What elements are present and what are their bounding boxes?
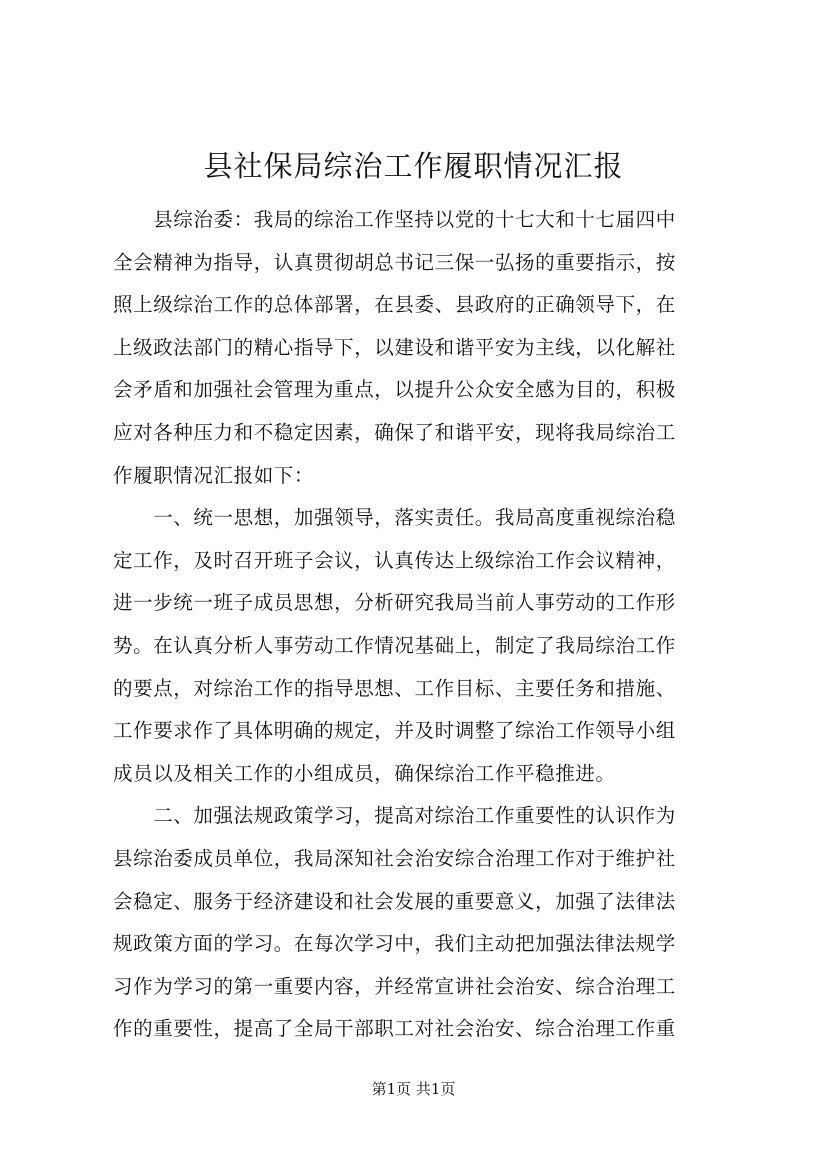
body-line: 工作要求作了具体明确的规定，并及时调整了综治工作领导小组 <box>113 719 676 743</box>
body-line: 县综治委：我局的综治工作坚持以党的十七大和十七届四中 <box>113 208 676 231</box>
body-line: 一、统一思想，加强领导，落实责任。我局高度重视综治稳 <box>113 506 676 530</box>
body-line: 照上级综治工作的总体部署，在县委、县政府的正确领导下，在 <box>113 293 676 317</box>
body-line: 成员以及相关工作的小组成员，确保综治工作平稳推进。 <box>113 761 616 785</box>
body-line: 的要点，对综治工作的指导思想、工作目标、主要任务和措施、 <box>113 676 676 700</box>
body-line: 上级政法部门的精心指导下，以建设和谐平安为主线，以化解社 <box>113 335 676 359</box>
document-title: 县社保局综治工作履职情况汇报 <box>203 149 624 183</box>
body-line: 作履职情况汇报如下： <box>113 463 315 487</box>
document-body <box>113 199 745 1051</box>
page-number-footer: 第1页 共1页 <box>371 1080 456 1098</box>
body-line: 会稳定、服务于经济建设和社会发展的重要意义，加强了法律法 <box>113 889 676 913</box>
body-line: 县综治委成员单位，我局深知社会治安综合治理工作对于维护社 <box>113 846 676 870</box>
body-line: 会矛盾和加强社会管理为重点，以提升公众安全感为目的，积极 <box>113 378 676 402</box>
body-line: 定工作，及时召开班子会议，认真传达上级综治工作会议精神， <box>113 548 676 572</box>
body-line: 习作为学习的第一重要内容，并经常宣讲社会治安、综合治理工 <box>113 974 676 998</box>
body-line: 势。在认真分析人事劳动工作情况基础上，制定了我局综治工作 <box>113 633 676 657</box>
body-line: 二、加强法规政策学习，提高对综治工作重要性的认识作为 <box>113 804 676 828</box>
body-line: 规政策方面的学习。在每次学习中，我们主动把加强法律法规学 <box>113 932 676 956</box>
body-line: 全会精神为指导，认真贯彻胡总书记三保一弘扬的重要指示，按 <box>113 250 676 274</box>
body-line: 作的重要性，提高了全局干部职工对社会治安、综合治理工作重 <box>113 1017 676 1041</box>
body-line: 进一步统一班子成员思想，分析研究我局当前人事劳动的工作形 <box>113 591 676 615</box>
body-line: 应对各种压力和不稳定因素，确保了和谐平安，现将我局综治工 <box>113 420 676 444</box>
